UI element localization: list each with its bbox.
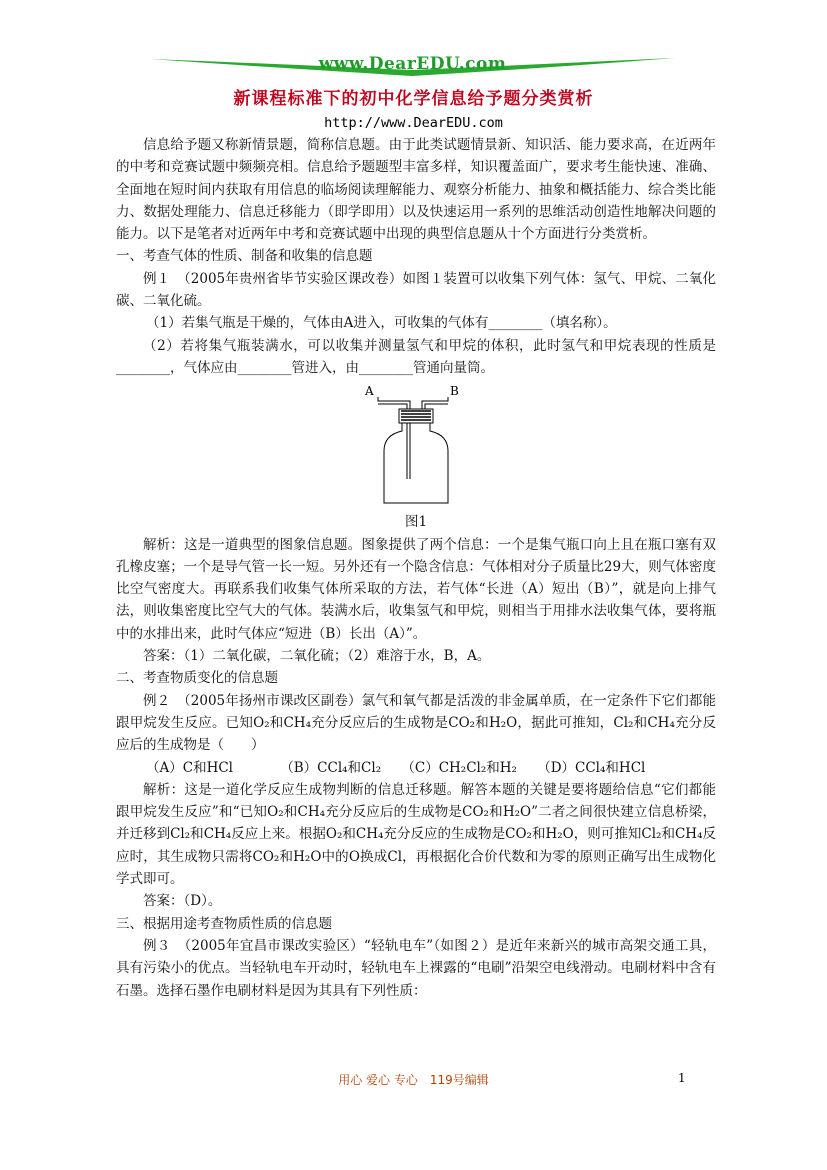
gas-bottle-icon	[356, 381, 476, 511]
footer-text: 用心 爱心 专心 119号编辑	[338, 1073, 489, 1087]
site-url: http://www.DearEDU.com	[324, 115, 503, 131]
section-heading-3: 三、根据用途考查物质性质的信息题	[116, 915, 332, 932]
page-title: 新课程标准下的初中化学信息给予题分类赏析	[233, 89, 594, 109]
page-number: 1	[678, 1071, 686, 1085]
site-name: www.DearEDU.com	[318, 54, 507, 74]
section-heading-1: 一、考查气体的性质、制备和收集的信息题	[116, 248, 373, 265]
figure-1-caption: 图1	[404, 514, 428, 531]
article-body	[116, 134, 716, 1002]
label-a: A	[365, 384, 374, 399]
example-2: 例２ （2005年扬州市课改区副卷）氯气和氧气都是活泼的非金属单质，在一定条件下它们都能跟甲烷发生反应。已知O₂和CH₄充分反应后的生成物是CO₂和H₂O，据此可推知，Cl₂和CH₄充分反应后的生成物是（ ）	[116, 692, 716, 754]
example-1-question-2: （2）若将集气瓶装满水，可以收集并测量氢气和甲烷的体积，此时氢气和甲烷表现的性质是________，气体应由________管进入，由________管通向量筒。	[116, 337, 716, 376]
example-1-question-1: （1）若集气瓶是干燥的，气体由A进入，可收集的气体有________（填名称）。	[146, 315, 617, 332]
example-1: 例１ （2005年贵州省毕节实验区课改卷）如图１装置可以收集下列气体：氢气、甲烷、二氧化碳、二氧化硫。	[116, 270, 716, 310]
example-3: 例３ （2005年宜昌市课改实验区）“轻轨电车”（如图２）是近年来新兴的城市高架交通工具，具有污染小的优点。当轻轨电车开动时，轻轨电车上裸露的“电刷”沿架空电线滑动。电刷材料中含有石墨。选择石墨作电刷材料是因为其具有下列性质：	[116, 937, 716, 999]
example-1-answer: 答案：（1）二氧化碳，二氧化硫；（2）难溶于水，B，A。	[143, 648, 491, 665]
example-2-options: （A）C和HCl （B）CCl₄和Cl₂ （C）CH₂Cl₂和H₂ （D）CCl₄和HCl	[146, 759, 646, 776]
intro-paragraph: 信息给予题又称新情景题，简称信息题。由于此类试题情景新、知识活、能力要求高，在近两年的中考和竞赛试题中频频亮相。信息给予题题型丰富多样，知识覆盖面广，要求考生能快速、准确、全面地在短时间内获取有用信息的临场阅读理解能力、观察分析能力、抽象和概括能力、综合类比能力、数据处理能力、信息迁移能力（即学即用）以及快速运用一系列的思维活动创造性地解决问题的能力。以下是笔者对近两年中考和竞赛试题中出现的典型信息题从十个方面进行分类赏析。	[116, 137, 716, 243]
label-b: B	[450, 384, 459, 399]
figure-1	[116, 381, 716, 511]
site-banner	[150, 52, 675, 82]
example-2-answer: 答案：（D）。	[143, 893, 222, 910]
example-2-analysis: 解析：这是一道化学反应生成物判断的信息迁移题。解答本题的关键是要将题给信息“它们都能跟甲烷发生反应”和“已知O₂和CH₄充分反应后的生成物是CO₂和H₂O”二者之间很快建立信息桥梁，并迁移到Cl₂和CH₄反应上来。根据O₂和CH₄充分反应的生成物是CO₂和H₂O，则可推知Cl₂和CH₄反应时，其生成物只需将CO₂和H₂O中的O换成Cl，再根据化合价代数和为零的原则正确写出生成物化学式即可。	[116, 781, 716, 888]
example-1-analysis: 解析：这是一道典型的图象信息题。图象提供了两个信息：一个是集气瓶口向上且在瓶口塞有双孔橡皮塞；一个是导气管一长一短。另外还有一个隐含信息：气体相对分子质量比29大，则气体密度比空气密度大。再联系我们收集气体所采取的方法，若气体“长进（A）短出（B）”，就是向上排气法，则收集密度比空气大的气体。装满水后，收集氢气和甲烷，则相当于用排水法收集气体，要将瓶中的水排出来，此时气体应“短进（B）长出（A）”。	[116, 536, 716, 642]
section-heading-2: 二、考查物质变化的信息题	[116, 670, 278, 687]
